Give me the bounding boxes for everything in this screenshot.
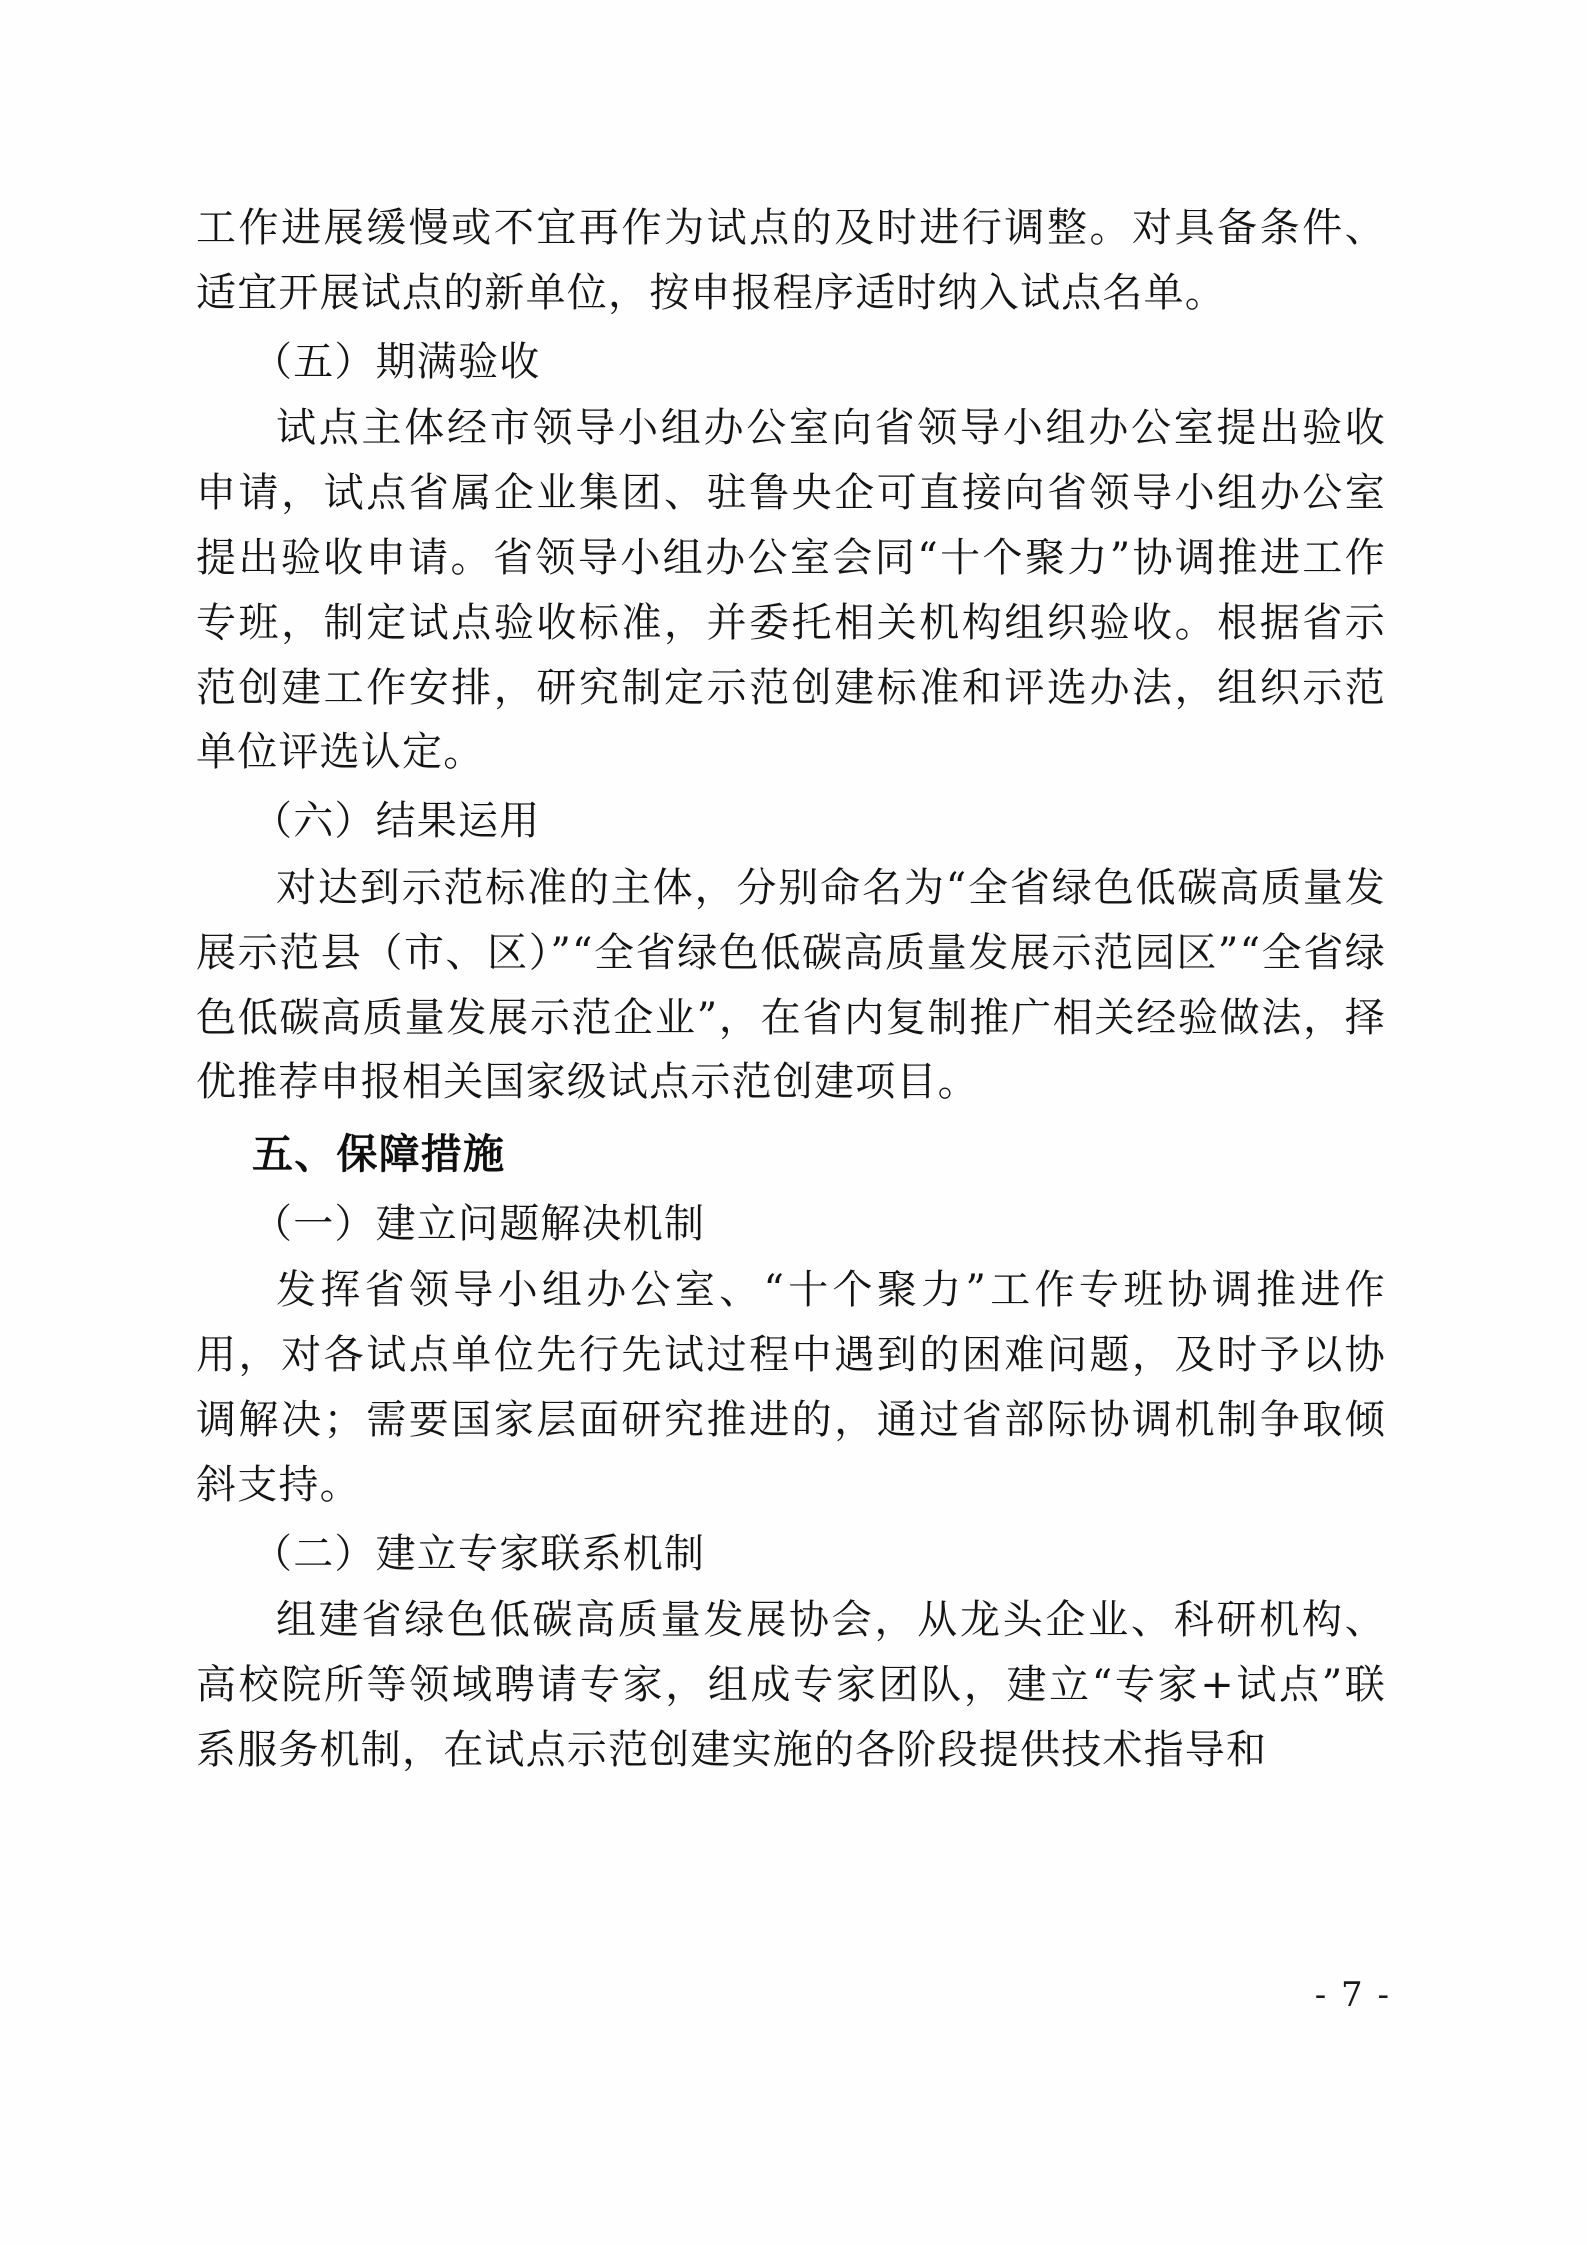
paragraph-problem-mechanism: 发挥省领导小组办公室、“十个聚力”工作专班协调推进作用，对各试点单位先行先试过程中遇到的困难问题，及时予以协调解决；需要国家层面研究推进的，通过省部际协调机制争取倾斜支持。 xyxy=(196,1267,1386,1508)
section-heading-one-problem-mechanism: （一）建立问题解决机制 xyxy=(252,1200,706,1247)
paragraph-acceptance: 试点主体经市领导小组办公室向省领导小组办公室提出验收申请，试点省属企业集团、驻鲁央企可直接向省领导小组办公室提出验收申请。省领导小组办公室会同“十个聚力”协调推进工作专班，制定试点验收标准，并委托相关机构组织验收。根据省示范创建工作安排，研究制定示范创建标准和评选办法，组织示范单位评选认定。 xyxy=(196,405,1386,776)
paragraph-expert-mechanism: 组建省绿色低碳高质量发展协会，从龙头企业、科研机构、高校院所等领域聘请专家，组成专家团队，建立“专家+试点”联系服务机制，在试点示范创建实施的各阶段提供技术指导和 xyxy=(196,1597,1386,1773)
paragraph-continuation: 工作进展缓慢或不宜再作为试点的及时进行调整。对具备条件、适宜开展试点的新单位，按申报程序适时纳入试点名单。 xyxy=(196,205,1386,316)
page-number: - 7 - xyxy=(1314,1975,1391,2015)
section-heading-five-safeguards: 五、保障措施 xyxy=(252,1130,506,1179)
section-heading-two-expert-mechanism: （二）建立专家联系机制 xyxy=(252,1530,706,1577)
paragraph-results: 对达到示范标准的主体，分别命名为“全省绿色低碳高质量发展示范县（市、区）”“全省绿色低碳高质量发展示范园区”“全省绿色低碳高质量发展示范企业”，在省内复制推广相关经验做法，择优推荐申报相关国家级试点示范创建项目。 xyxy=(196,864,1386,1106)
section-heading-six-results: （六）结果运用 xyxy=(252,798,541,845)
document-body xyxy=(196,196,1386,1785)
section-heading-five-acceptance: （五）期满验收 xyxy=(252,338,541,385)
